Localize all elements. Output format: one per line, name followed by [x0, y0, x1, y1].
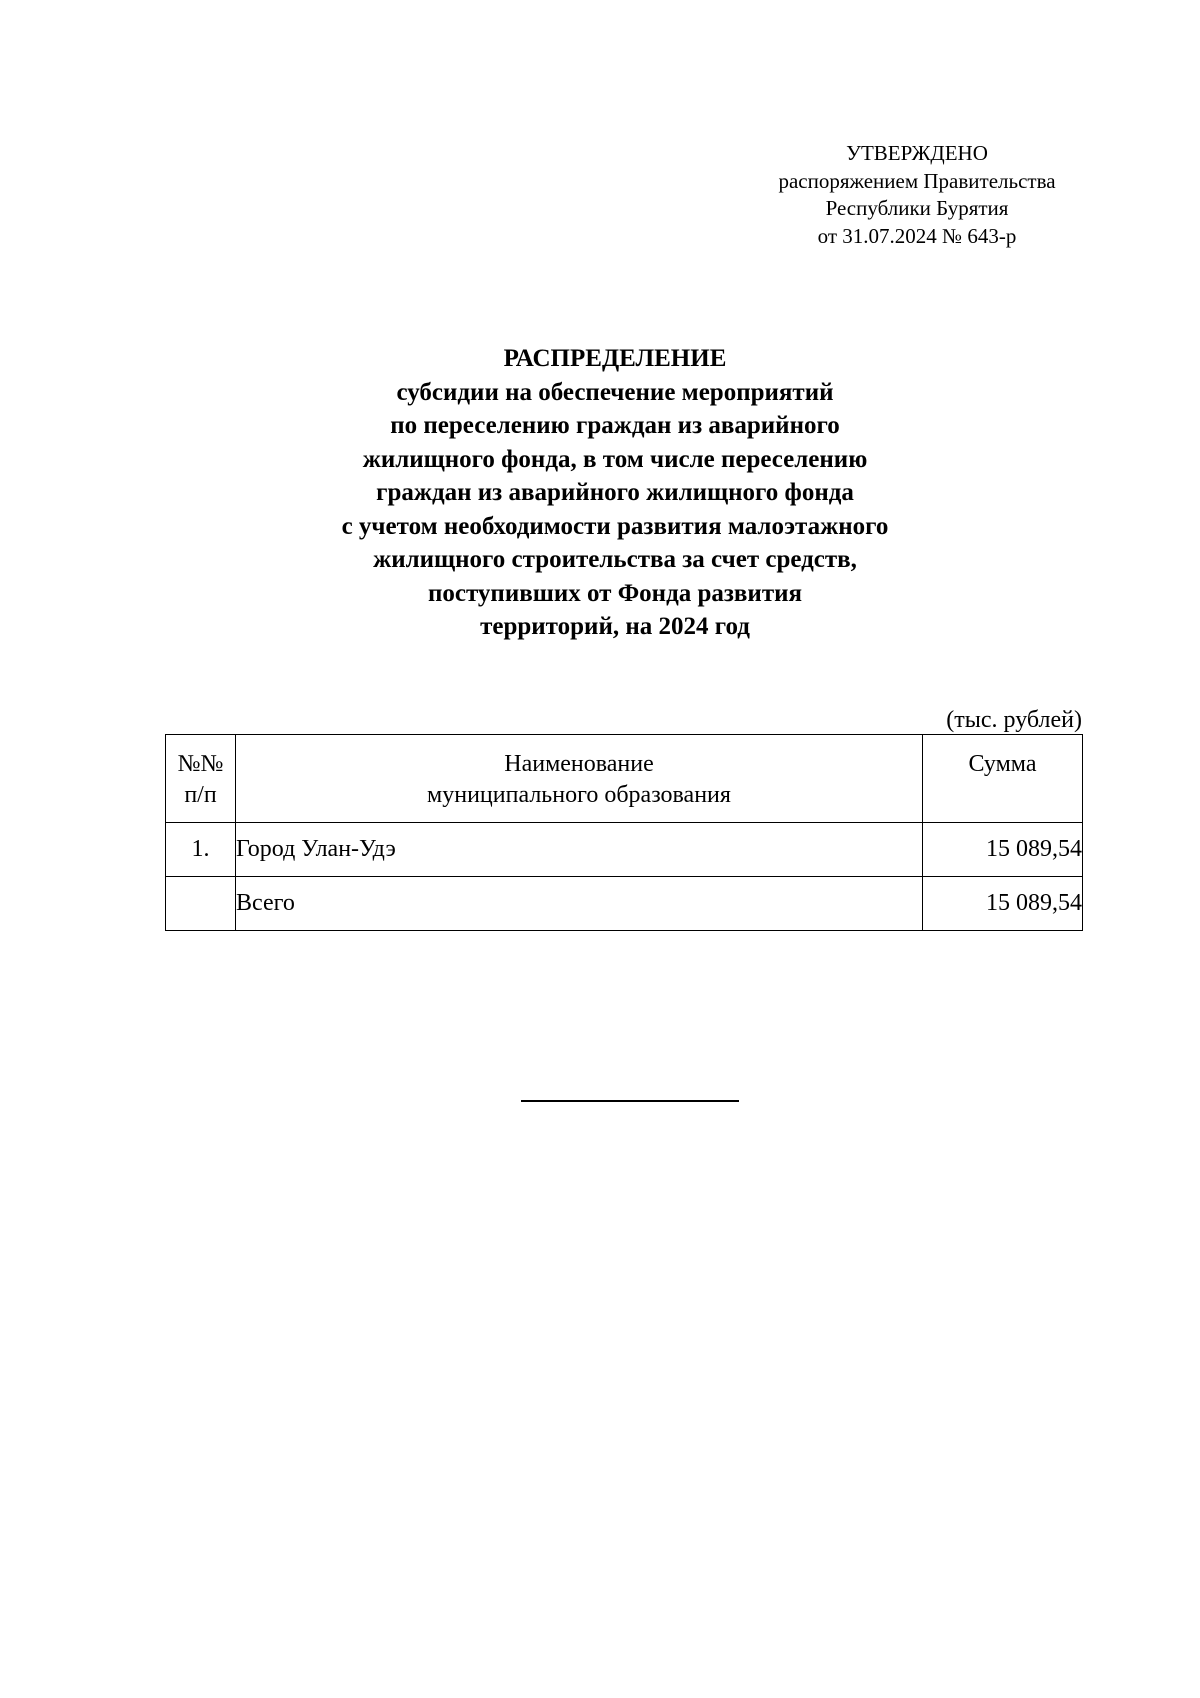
header-sum: Сумма	[923, 735, 1083, 823]
title-line: по переселению граждан из аварийного	[390, 412, 840, 439]
header-number-line2: п/п	[184, 782, 217, 808]
header-number	[166, 735, 236, 823]
approval-line: УТВЕРЖДЕНО	[846, 141, 988, 165]
document-title	[200, 342, 1030, 644]
row-municipality: Город Улан-Удэ	[236, 823, 923, 877]
title-heading: РАСПРЕДЕЛЕНИЕ	[503, 345, 727, 372]
approval-line: Республики Бурятия	[825, 196, 1009, 220]
header-name-line2: муниципального образования	[427, 782, 731, 808]
total-row	[166, 877, 1083, 931]
title-line: граждан из аварийного жилищного фонда	[376, 479, 854, 506]
units-label: (тыс. рублей)	[946, 707, 1082, 733]
distribution-table	[165, 734, 1083, 931]
approval-line: распоряжением Правительства	[778, 168, 1056, 193]
header-name-line1: Наименование	[504, 751, 654, 777]
header-name	[236, 735, 923, 823]
total-label: Всего	[236, 877, 923, 931]
row-sum: 15 089,54	[923, 823, 1083, 877]
approval-line: от 31.07.2024 № 643-р	[817, 223, 1017, 248]
title-line: жилищного строительства за счет средств,	[373, 546, 857, 573]
end-divider	[521, 1100, 739, 1102]
total-sum: 15 089,54	[923, 877, 1083, 931]
row-number: 1.	[166, 823, 236, 877]
total-number	[166, 877, 236, 931]
table-row	[166, 823, 1083, 877]
header-number-line1: №№	[177, 751, 224, 777]
title-line: жилищного фонда, в том числе переселению	[362, 445, 868, 473]
title-line: субсидии на обеспечение мероприятий	[396, 378, 834, 406]
title-line: поступивших от Фонда развития	[427, 579, 803, 607]
approval-stamp	[752, 140, 1082, 250]
title-line: с учетом необходимости развития малоэтажного	[341, 512, 889, 540]
table-header-row	[166, 735, 1083, 823]
title-line: территорий, на 2024 год	[480, 613, 750, 640]
